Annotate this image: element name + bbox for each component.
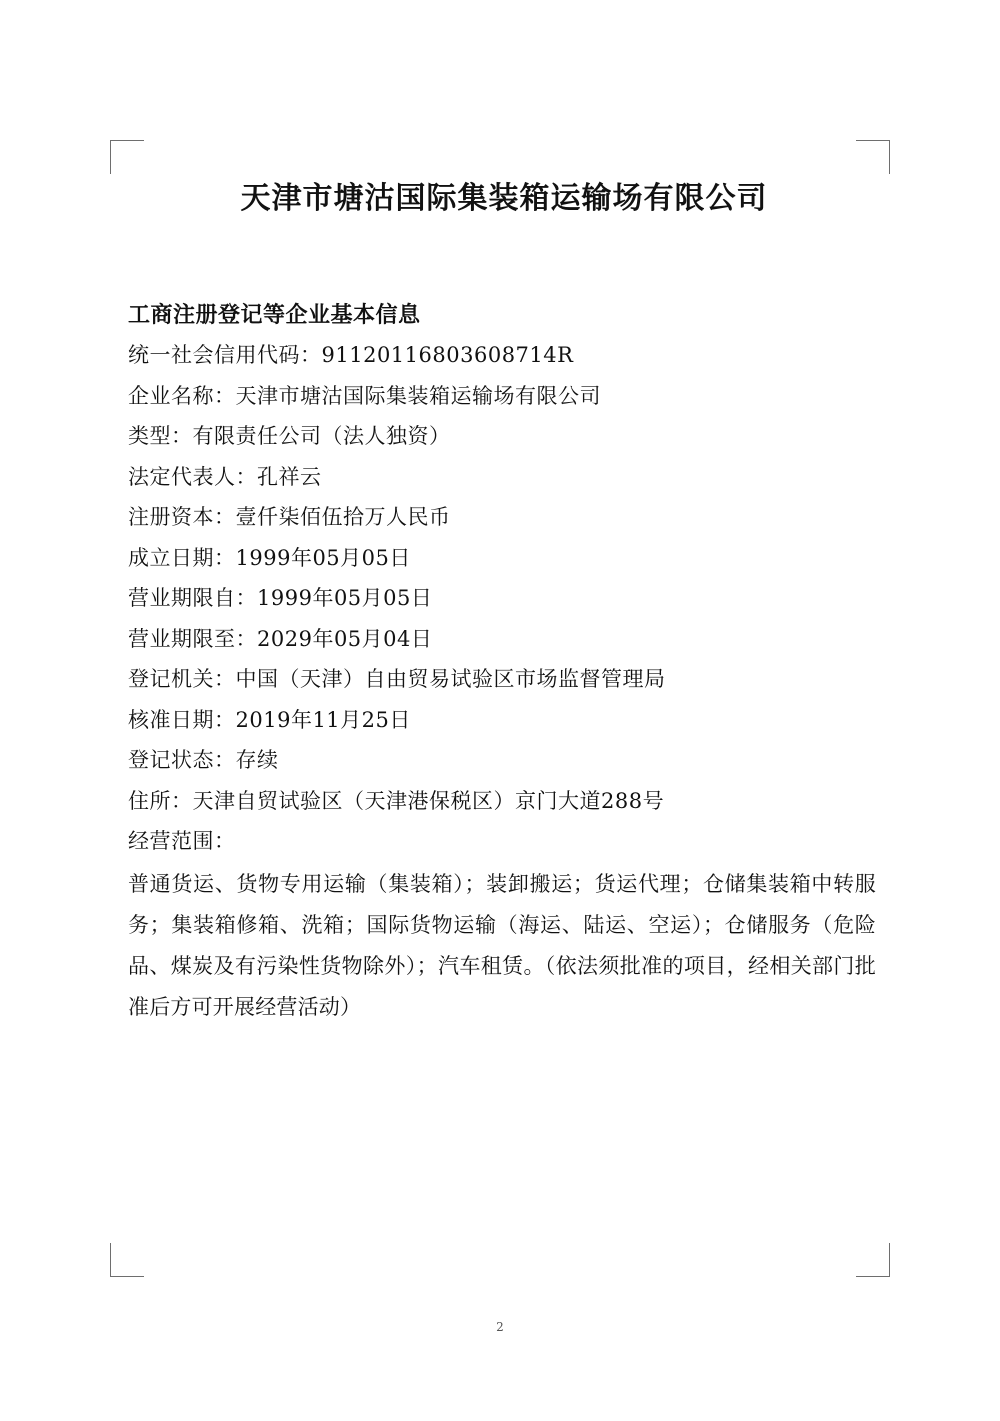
field-row-registration-authority [128, 659, 880, 700]
field-label: 核准日期： [128, 707, 236, 732]
field-label-business-scope: 经营范围： [128, 829, 236, 854]
field-row-registration-status [128, 740, 880, 781]
document-body [128, 160, 880, 1027]
field-label: 企业名称： [128, 383, 236, 408]
field-value: 孔祥云 [257, 464, 322, 489]
field-row-unified-social-credit-code [128, 335, 880, 376]
field-row-legal-representative [128, 457, 880, 498]
field-label: 法定代表人： [128, 464, 257, 489]
field-value: 2019年11月25日 [235, 707, 411, 732]
field-row-business-term-from [128, 578, 880, 619]
field-row-enterprise-name [128, 376, 880, 417]
field-value: 天津自贸试验区（天津港保税区）京门大道288号 [192, 788, 665, 813]
field-value: 91120116803608714R [321, 343, 574, 367]
field-label: 成立日期： [128, 545, 236, 570]
field-row-type [128, 416, 880, 457]
field-label: 营业期限至： [128, 626, 257, 651]
page-title: 天津市塘沽国际集装箱运输场有限公司 [240, 181, 768, 216]
crop-mark-bottom-left [110, 1243, 144, 1277]
field-label: 统一社会信用代码： [128, 343, 322, 367]
field-label: 登记状态： [128, 748, 236, 773]
field-value: 壹仟柒佰伍拾万人民币 [235, 505, 451, 530]
field-value: 中国（天津）自由贸易试验区市场监督管理局 [235, 667, 666, 692]
field-row-approval-date [128, 700, 880, 741]
field-value: 2029年05月04日 [257, 626, 433, 651]
field-label: 类型： [128, 424, 193, 449]
field-value: 1999年05月05日 [257, 586, 433, 611]
field-row-business-term-to [128, 619, 880, 660]
field-row-address [128, 781, 880, 822]
field-value-business-scope: 普通货运、货物专用运输（集装箱）；装卸搬运；货运代理；仓储集装箱中转服务；集装箱修箱、洗箱；国际货物运输（海运、陆运、空运）；仓储服务（危险品、煤炭及有污染性货物除外）；汽车租赁。（依法须批准的项目，经相关部门批准后方可开展经营活动） [128, 871, 876, 1019]
field-value: 1999年05月05日 [235, 545, 411, 570]
field-row-establishment-date [128, 538, 880, 579]
field-row-registered-capital [128, 497, 880, 538]
page-number: 2 [496, 1320, 504, 1334]
section-heading: 工商注册登记等企业基本信息 [128, 302, 421, 328]
field-label: 注册资本： [128, 505, 236, 530]
field-value: 有限责任公司（法人独资） [192, 424, 451, 449]
field-label: 住所： [128, 788, 193, 813]
field-label: 营业期限自： [128, 586, 257, 611]
crop-mark-bottom-right [856, 1243, 890, 1277]
field-value: 天津市塘沽国际集装箱运输场有限公司 [235, 383, 601, 408]
field-label: 登记机关： [128, 667, 236, 692]
field-value: 存续 [235, 748, 279, 773]
